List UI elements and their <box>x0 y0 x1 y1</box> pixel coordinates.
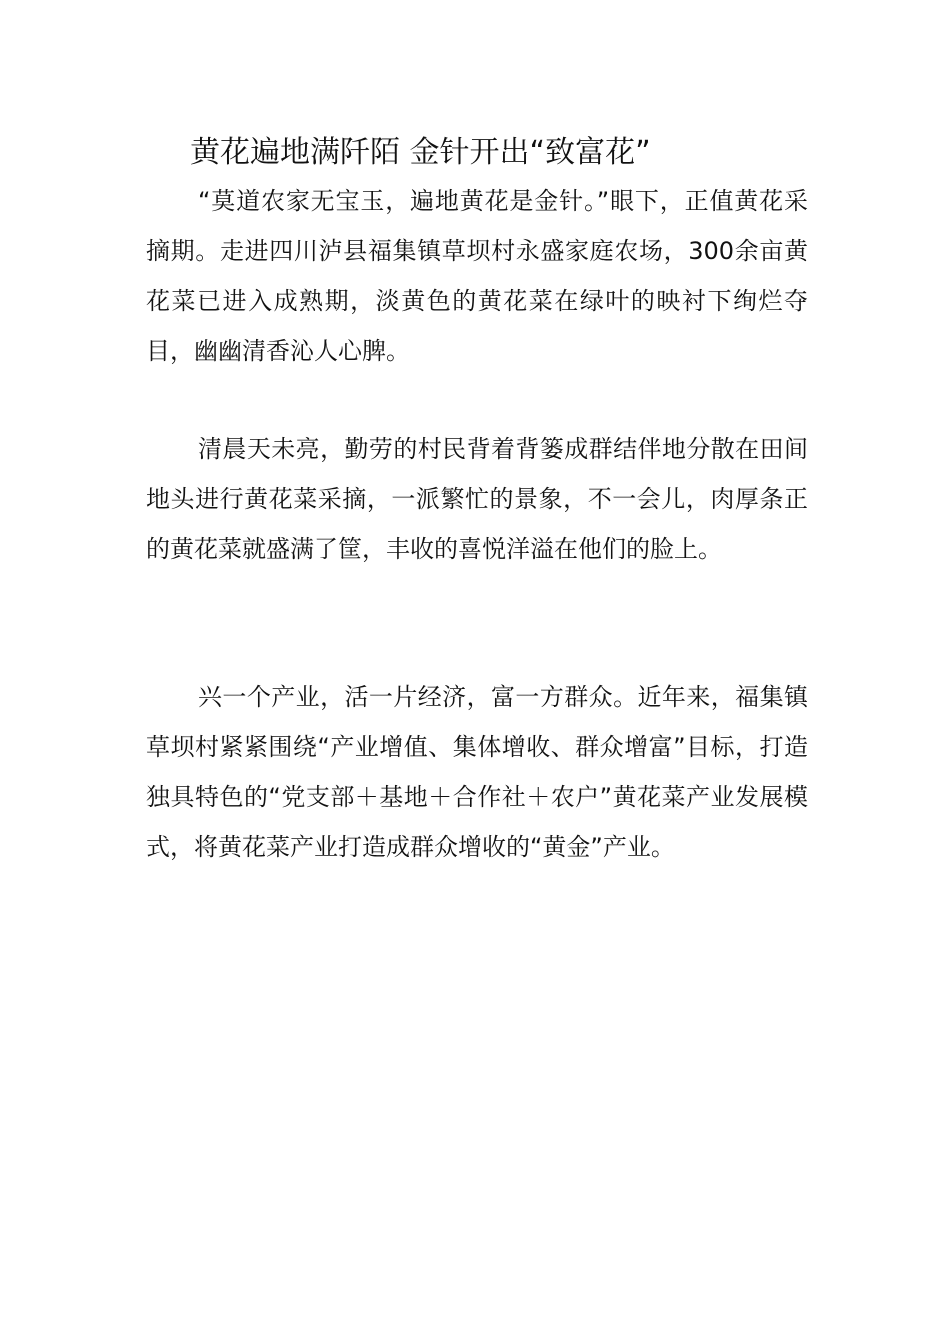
document-title: 黄花遍地满阡陌 金针开出“致富花” <box>190 135 651 170</box>
paragraph-industry-model: 兴一个产业，活一片经济，富一方群众。近年来，福集镇草坝村紧紧围绕“产业增值、集体增收、群众增富”目标，打造独具特色的“党支部＋基地＋合作社＋农户”黄花菜产业发展模式，将黄花菜产业打造成群众增收的“黄金”产业。 <box>146 683 808 861</box>
paragraph-harvest-season: “莫道农家无宝玉，遍地黄花是金针。”眼下，正值黄花采摘期。走进四川泸县福集镇草坝村永盛家庭农场，300余亩黄花菜已进入成熟期，淡黄色的黄花菜在绿叶的映衬下绚烂夺目，幽幽清香沁人心脾。 <box>146 187 808 365</box>
paragraph-morning-picking: 清晨天未亮，勤劳的村民背着背篓成群结伴地分散在田间地头进行黄花菜采摘，一派繁忙的景象，不一会儿，肉厚条正的黄花菜就盛满了筐，丰收的喜悦洋溢在他们的脸上。 <box>146 435 808 563</box>
